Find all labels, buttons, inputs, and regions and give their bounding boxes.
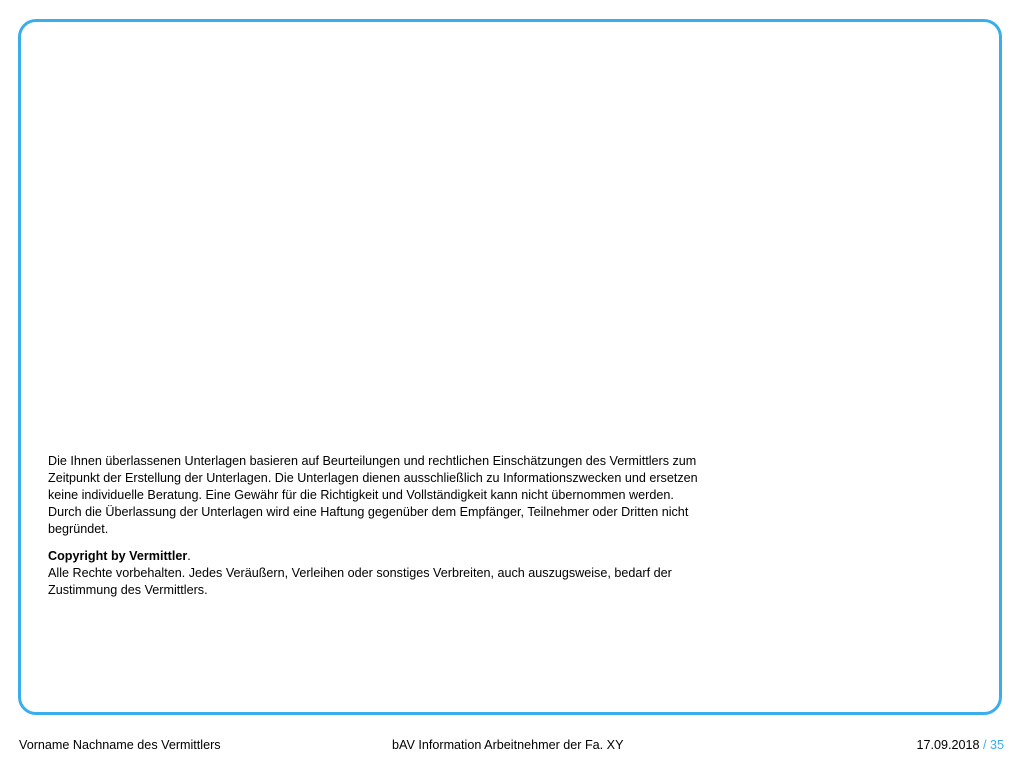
copyright-heading-line xyxy=(48,548,698,565)
disclaimer-text: Die Ihnen überlassenen Unterlagen basieren auf Beurteilungen und rechtlichen Einschätzungen des Vermittlers zum Zeitpunkt der Erstellung der Unterlagen. Die Unterlagen dienen ausschließlich zu Informationszwecken und ersetzen keine individuelle Beratung. Eine Gewähr für die Richtigkeit und Vollständigkeit kann nicht übernommen werden. Durch die Überlassung der Unterlagen wird eine Haftung gegenüber dem Empfänger, Teilnehmer oder Dritten nicht begründet. xyxy=(48,454,698,536)
page-number: 35 xyxy=(989,738,1004,752)
footer-date-page xyxy=(916,737,1004,754)
copyright-heading-suffix: . xyxy=(187,549,191,563)
footer-page-separator: / xyxy=(982,738,987,752)
copyright-heading: Copyright by Vermittler xyxy=(48,549,188,563)
footer-date: 17.09.2018 xyxy=(916,738,980,752)
slide-frame xyxy=(18,19,1002,715)
copyright-text: Alle Rechte vorbehalten. Jedes Veräußern, Verleihen oder sonstiges Verbreiten, auch auszugsweise, bedarf der Zustimmung des Vermittlers. xyxy=(48,566,672,597)
footer-title: bAV Information Arbeitnehmer der Fa. XY xyxy=(392,738,624,752)
copyright-block xyxy=(48,548,698,599)
footer-author: Vorname Nachname des Vermittlers xyxy=(19,738,221,752)
disclaimer-block xyxy=(48,453,698,599)
